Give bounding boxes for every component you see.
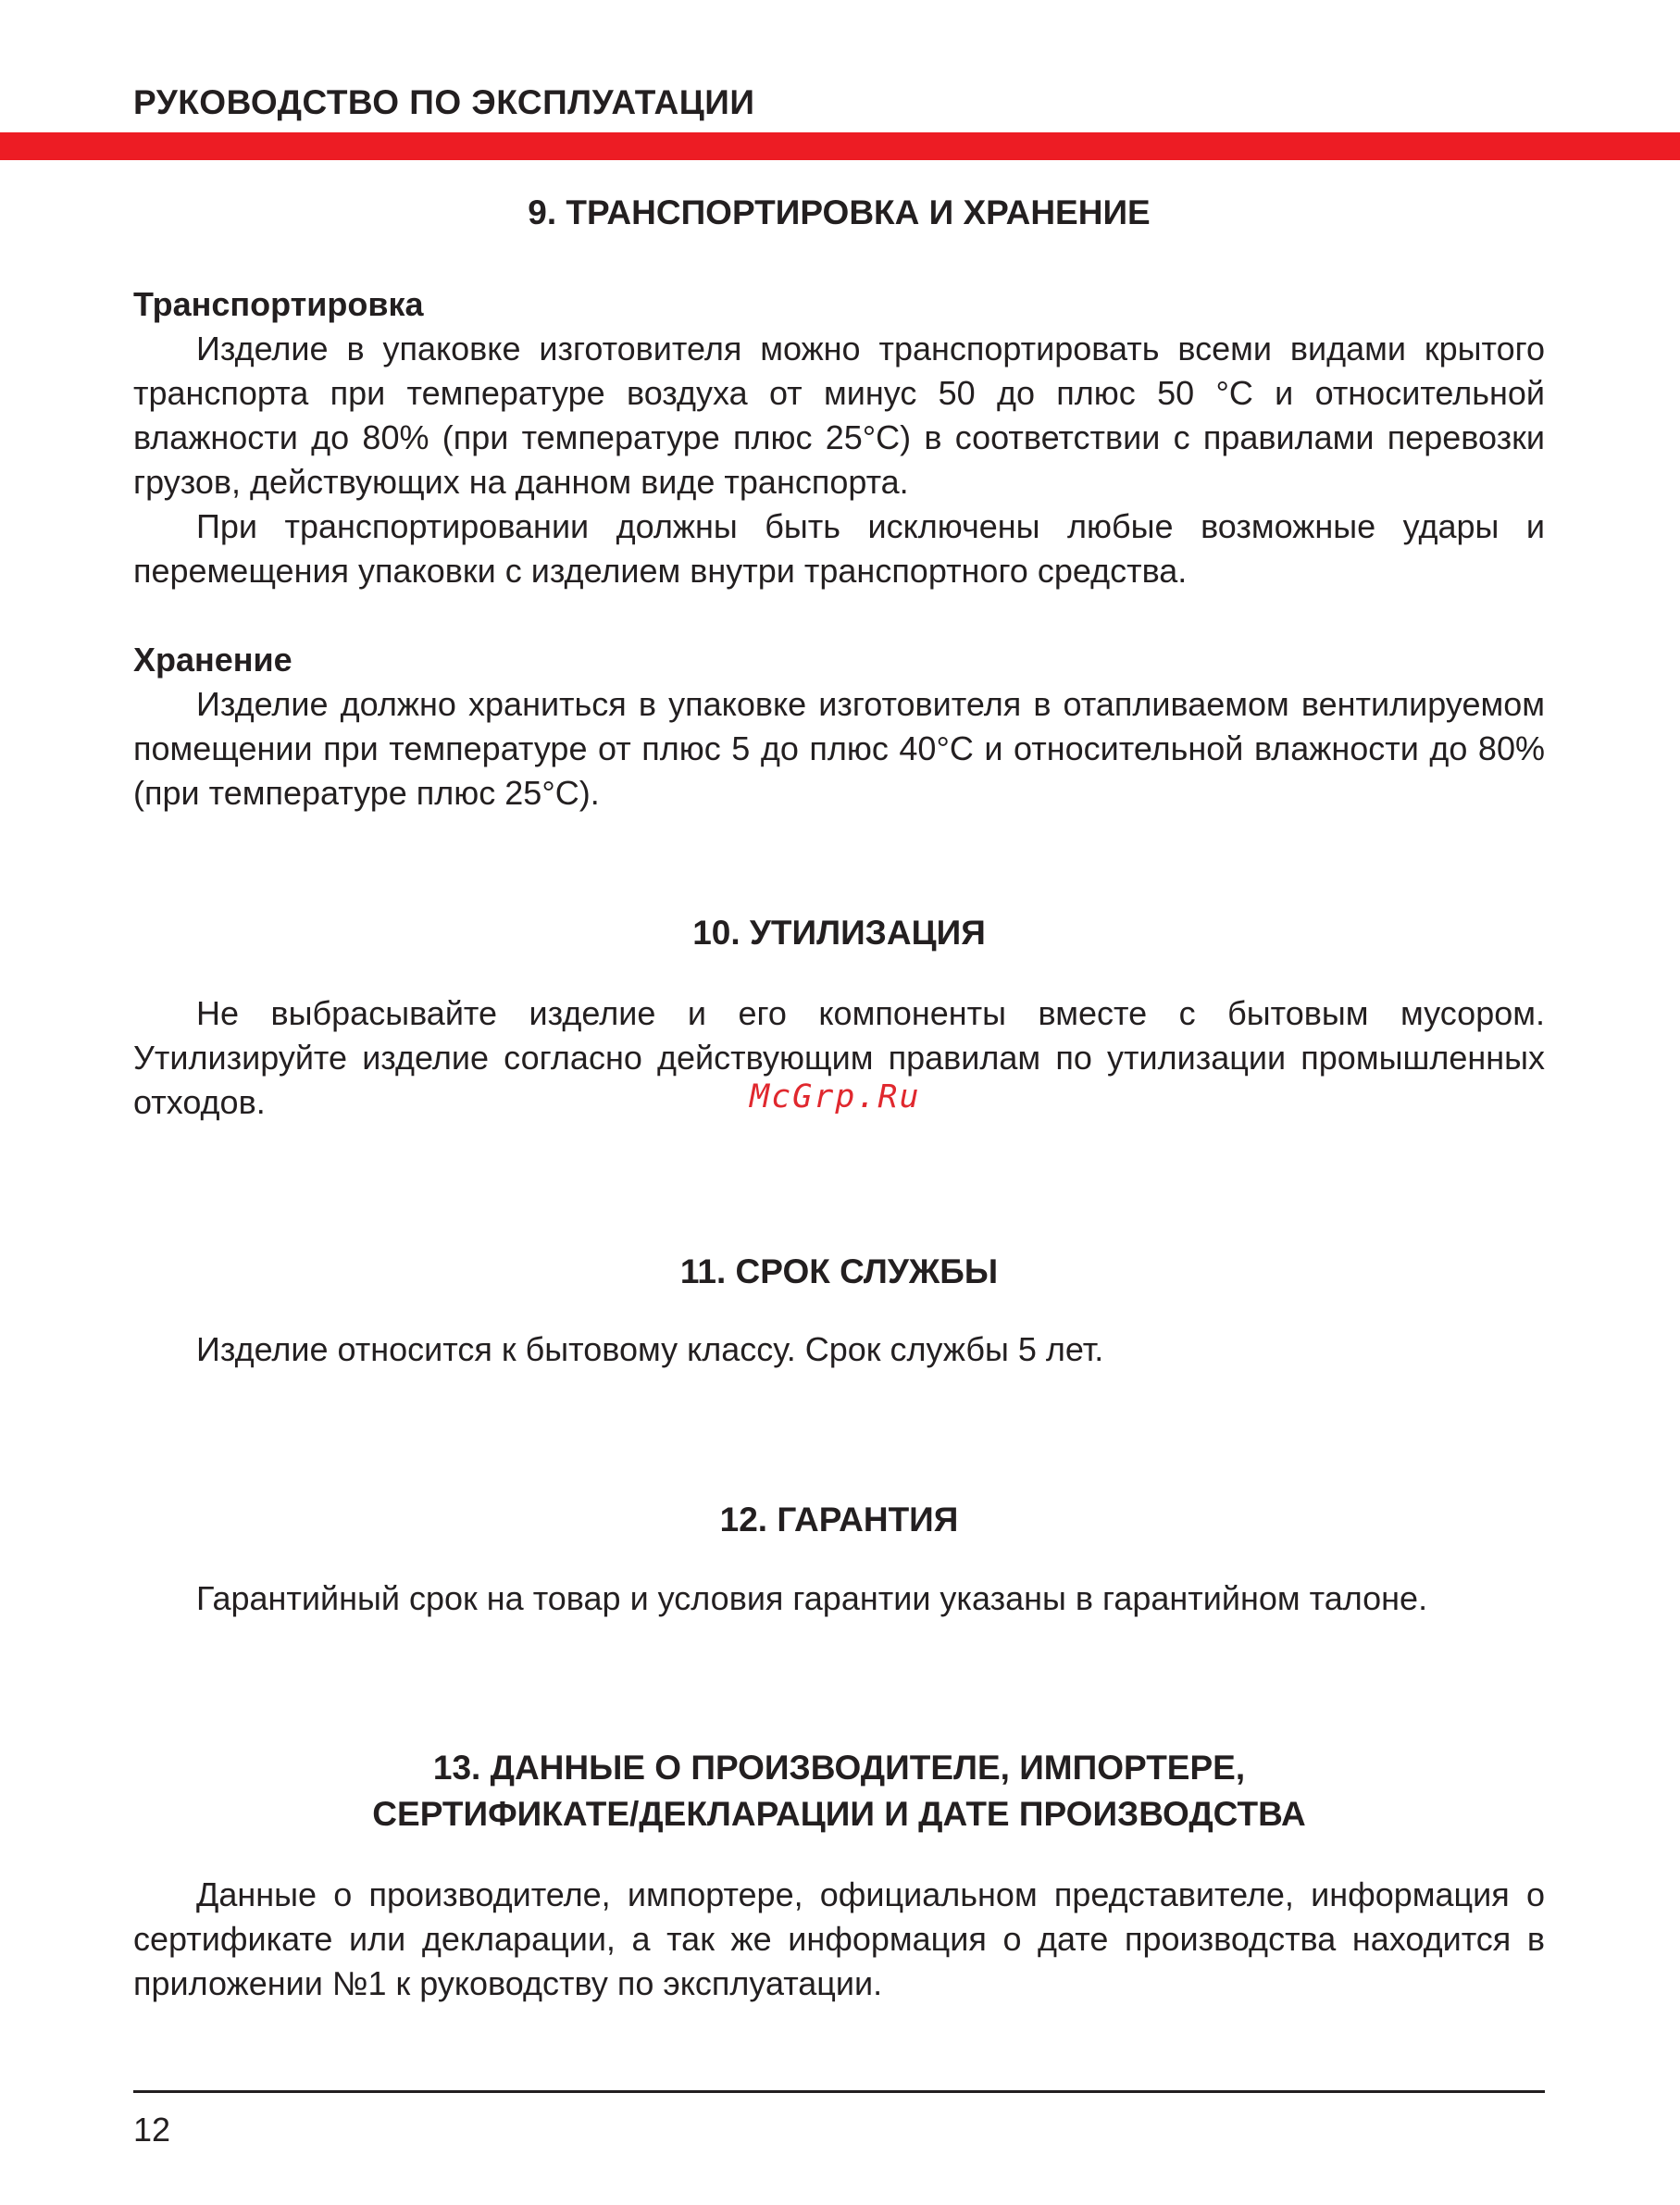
transport-paragraph-2: При транспортировании должны быть исключены любые возможные удары и перемещения упаковки с изделием внутри транспортного средства. [133,507,1545,590]
section-10-title: 10. УТИЛИЗАЦИЯ [692,914,986,952]
section-13-paragraph: Данные о производителе, импортере, официальном представителе, информация о сертификате или декларации, а так же информация о дате производства находится в приложении №1 к руководству по эксплуатации. [133,1875,1545,2002]
section-13-title-line-1: 13. ДАННЫЕ О ПРОИЗВОДИТЕЛЕ, ИМПОРТЕРЕ, [432,1749,1246,1787]
section-11-title: 11. СРОК СЛУЖБЫ [679,1252,999,1290]
section-11-paragraph: Изделие относится к бытовому классу. Срок службы 5 лет. [196,1330,1104,1368]
section-13-title-line-2: СЕРТИФИКАТЕ/ДЕКЛАРАЦИИ И ДАТЕ ПРОИЗВОДСТВА [372,1795,1306,1833]
footer-divider [133,2090,1545,2093]
page-number: 12 [133,2111,171,2149]
storage-heading: Хранение [133,641,292,679]
section-9-title: 9. ТРАНСПОРТИРОВКА И ХРАНЕНИЕ [528,193,1151,231]
storage-paragraph-1: Изделие должно храниться в упаковке изготовителя в отапливаемом вентилируемом помещении при температуре от плюс 5 до плюс 40°С и относительной влажности до 80% (при температуре плюс 25°С). [133,685,1545,812]
watermark-text: McGrp.Ru [750,1078,921,1115]
header-accent-bar [0,132,1680,160]
section-12-paragraph: Гарантийный срок на товар и условия гарантии указаны в гарантийном талоне. [196,1579,1428,1617]
transport-paragraph-1: Изделие в упаковке изготовителя можно транспортировать всеми видами крытого транспорта при температуре воздуха от минус 50 до плюс 50 °С и относительной влажности до 80% (при температуре плюс 25°С) в соответствии с правилами перевозки грузов, действующих на данном виде транспорта. [133,330,1545,501]
section-10-paragraph: Не выбрасывайте изделие и его компоненты вместе с бытовым мусором. Утилизируйте изделие согласно действующим правилам по утилизации промышленных отходов. [133,994,1545,1121]
section-12-title: 12. ГАРАНТИЯ [719,1501,959,1539]
page-header-title: РУКОВОДСТВО ПО ЭКСПЛУАТАЦИИ [133,83,755,121]
transport-heading: Транспортировка [133,285,424,323]
